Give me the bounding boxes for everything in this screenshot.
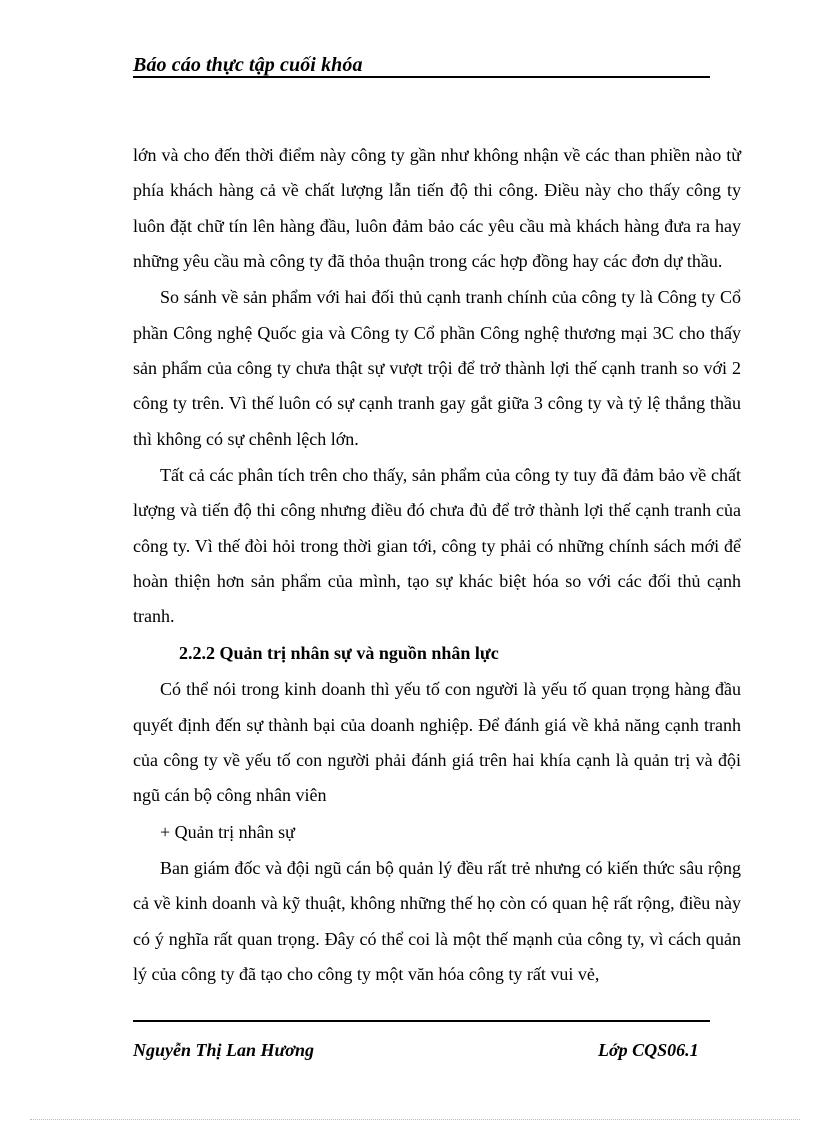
page-bottom-border (30, 1119, 800, 1120)
paragraph-continuation: lớn và cho đến thời điểm này công ty gần như không nhận về các than phiền nào từ phía khách hàng cả về chất lượng lẫn tiến độ thi công. Điều này cho thấy công ty luôn đặt chữ tín lên hàng đầu, luôn đảm bảo các yêu cầu mà khách hàng đưa ra hay những yêu cầu mà công ty đã thỏa thuận trong các hợp đồng hay các đơn dự thầu. (133, 145, 741, 271)
paragraph-human-factor: Có thể nói trong kinh doanh thì yếu tố con người là yếu tố quan trọng hàng đầu quyết định đến sự thành bại của doanh nghiệp. Để đánh giá về khả năng cạnh tranh của công ty về yếu tố con người phải đánh giá trên hai khía cạnh là quản trị và đội ngũ cán bộ công nhân viên (133, 679, 741, 806)
footer-author: Nguyễn Thị Lan Hương (133, 1040, 314, 1060)
document-body (133, 138, 741, 993)
paragraph-analysis-summary: Tất cả các phân tích trên cho thấy, sản phẩm của công ty tuy đã đảm bảo về chất lượng và tiến độ thi công nhưng điều đó chưa đủ để trở thành lợi thế cạnh tranh của công ty. Vì thế đòi hỏi trong thời gian tới, công ty phải có những chính sách mới để hoàn thiện hơn sản phẩm của mình, tạo sự khác biệt hóa so với các đối thủ cạnh tranh. (133, 465, 741, 627)
paragraph-competitor-comparison: So sánh về sản phẩm với hai đối thủ cạnh tranh chính của công ty là Công ty Cổ phần Công nghệ Quốc gia và Công ty Cổ phần Công nghệ thương mại 3C cho thấy sản phẩm của công ty chưa thật sự vượt trội để trở thành lợi thế cạnh tranh so với 2 công ty trên. Vì thế luôn có sự cạnh tranh gay gắt giữa 3 công ty và tỷ lệ thắng thầu thì không có sự chênh lệch lớn. (133, 287, 741, 449)
header-divider (133, 76, 710, 78)
header-title: Báo cáo thực tập cuối khóa (133, 54, 363, 76)
footer-divider (133, 1020, 710, 1022)
paragraph-management: Ban giám đốc và đội ngũ cán bộ quản lý đều rất trẻ nhưng có kiến thức sâu rộng cả về kinh doanh và kỹ thuật, không những thế họ còn có quan hệ rất rộng, điều này có ý nghĩa rất quan trọng. Đây có thể coi là một thế mạnh của công ty, vì cách quản lý của công ty đã tạo cho công ty một văn hóa công ty rất vui vẻ, (133, 858, 741, 984)
section-heading: 2.2.2 Quản trị nhân sự và nguồn nhân lực (179, 642, 499, 663)
bullet-item: + Quản trị nhân sự (160, 821, 295, 842)
footer-class: Lớp CQS06.1 (598, 1040, 699, 1060)
